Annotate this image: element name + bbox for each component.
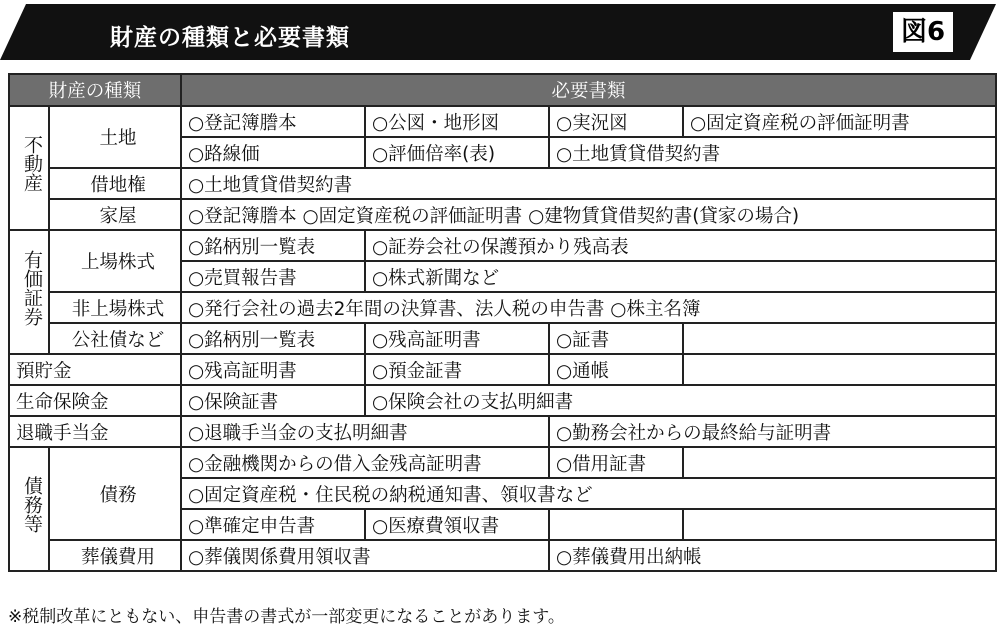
doc-cell: ○葬儀費用出納帳	[549, 540, 996, 571]
doc-cell: ○発行会社の過去2年間の決算書、法人税の申告書 ○株主名簿	[181, 292, 996, 323]
doc-cell: ○銘柄別一覧表	[181, 323, 365, 354]
empty-cell	[683, 354, 996, 385]
subtype-listed-stock: 上場株式	[49, 230, 181, 292]
empty-cell	[683, 509, 996, 540]
table-row	[9, 168, 996, 199]
doc-cell: ○葬儀関係費用領収書	[181, 540, 549, 571]
doc-cell: ○証券会社の保護預かり残高表	[365, 230, 996, 261]
category-deposits: 預貯金	[9, 354, 181, 385]
doc-cell: ○通帳	[549, 354, 683, 385]
footnote: ※税制改革にともない、申告書の書式が一部変更になることがあります。	[8, 607, 565, 627]
doc-cell: ○銘柄別一覧表	[181, 230, 365, 261]
table-row	[9, 106, 996, 137]
doc-cell: ○土地賃貸借契約書	[181, 168, 996, 199]
table-row	[9, 230, 996, 261]
subtype-leasehold: 借地権	[49, 168, 181, 199]
subtype-bonds: 公社債など	[49, 323, 181, 354]
doc-cell: ○退職手当金の支払明細書	[181, 416, 549, 447]
page-title: 財産の種類と必要書類	[110, 25, 350, 51]
doc-cell: ○預金証書	[365, 354, 549, 385]
doc-cell: ○医療費領収書	[365, 509, 549, 540]
doc-cell: ○公図・地形図	[365, 106, 549, 137]
category-securities: 有価証券	[9, 230, 49, 354]
col-header-required-docs: 必要書類	[181, 74, 996, 106]
category-debts: 債務等	[9, 447, 49, 571]
category-life-insurance: 生命保険金	[9, 385, 181, 416]
empty-cell	[683, 447, 996, 478]
doc-cell: ○評価倍率(表)	[365, 137, 549, 168]
doc-cell: ○路線価	[181, 137, 365, 168]
doc-cell: ○売買報告書	[181, 261, 365, 292]
doc-cell: ○勤務会社からの最終給与証明書	[549, 416, 996, 447]
subtype-debt: 債務	[49, 447, 181, 540]
doc-cell: ○残高証明書	[181, 354, 365, 385]
category-retirement: 退職手当金	[9, 416, 181, 447]
doc-cell: ○保険会社の支払明細書	[365, 385, 996, 416]
category-real-estate: 不動産	[9, 106, 49, 230]
table-row	[9, 323, 996, 354]
table-row	[9, 540, 996, 571]
subtype-unlisted-stock: 非上場株式	[49, 292, 181, 323]
table-row	[9, 292, 996, 323]
subtype-house: 家屋	[49, 199, 181, 230]
doc-cell: ○実況図	[549, 106, 683, 137]
doc-cell: ○土地賃貸借契約書	[549, 137, 996, 168]
doc-cell: ○証書	[549, 323, 683, 354]
doc-cell: ○登記簿謄本	[181, 106, 365, 137]
table-header-row	[9, 74, 996, 106]
empty-cell	[549, 509, 683, 540]
col-header-asset-type: 財産の種類	[9, 74, 181, 106]
table-row	[9, 447, 996, 478]
doc-cell: ○残高証明書	[365, 323, 549, 354]
figure-label: 図6	[893, 12, 953, 52]
doc-cell: ○金融機関からの借入金残高証明書	[181, 447, 549, 478]
subtype-land: 土地	[49, 106, 181, 168]
table-row	[9, 385, 996, 416]
doc-cell: ○準確定申告書	[181, 509, 365, 540]
title-banner	[0, 4, 996, 60]
empty-cell	[683, 323, 996, 354]
table-row	[9, 416, 996, 447]
doc-cell: ○固定資産税・住民税の納税通知書、領収書など	[181, 478, 996, 509]
table-row	[9, 354, 996, 385]
documents-table	[8, 73, 997, 572]
doc-cell: ○借用証書	[549, 447, 683, 478]
doc-cell: ○保険証書	[181, 385, 365, 416]
doc-cell: ○登記簿謄本 ○固定資産税の評価証明書 ○建物賃貸借契約書(貸家の場合)	[181, 199, 996, 230]
doc-cell: ○株式新聞など	[365, 261, 996, 292]
subtype-funeral: 葬儀費用	[49, 540, 181, 571]
doc-cell: ○固定資産税の評価証明書	[683, 106, 996, 137]
table-row	[9, 199, 996, 230]
